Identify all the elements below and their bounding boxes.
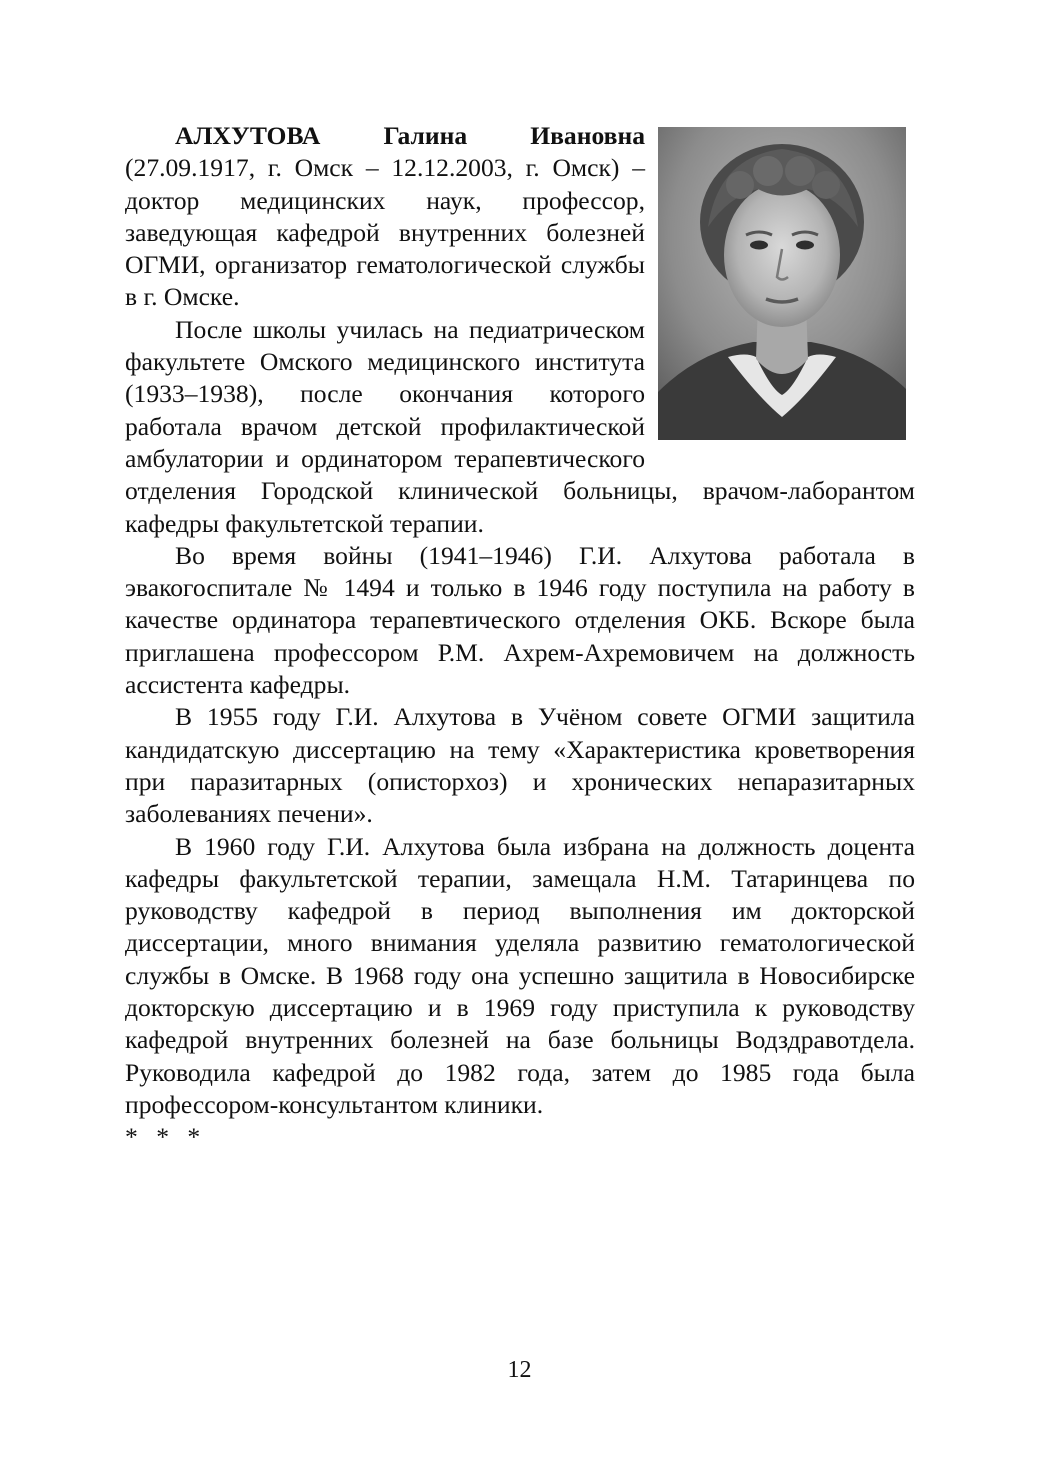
paragraph: В 1955 году Г.И. Алхутова в Учёном совете ОГМИ защитила кандидатскую диссертацию на тему «Характеристика кроветворения при паразитарных (описторхоз) и хронических непаразитарных заболеваниях печени». <box>125 702 915 829</box>
article-body <box>125 120 915 1154</box>
person-surname: АЛХУТОВА <box>175 121 321 150</box>
page-number: 12 <box>507 1357 532 1383</box>
intro-text: (27.09.1917, г. Омск – 12.12.2003, г. Омск) – доктор медицинских наук, профессор, заведующая кафедрой внутренних болезней ОГМИ, организатор гематологической службы в г. Омске. <box>125 153 645 312</box>
paragraph: После школы училась на педиатрическом факультете Омского медицинского института (1933–1938), после окончания которого работала врачом детской профилактической амбулатории и ординатором терапевтического отделения Городской клинической больницы, врачом-лаборантом кафедры факультетской терапии. <box>125 314 915 538</box>
paragraph: В 1960 году Г.И. Алхутова была избрана на должность доцента кафедры факультетской терапии, замещала Н.М. Татаринцева по руководству кафедрой в период выполнения им докторской диссертации, много внимания уделяла развитию гематологической службы в Омске. В 1968 году она успешно защитила в Новосибирске докторскую диссертацию и в 1969 году приступила к руководству кафедрой внутренних болезней на базе больницы Водздравотдела. Руководила кафедрой до 1982 года, затем до 1985 года была профессором-консультантом клиники. <box>125 831 915 1119</box>
section-separator: * * * <box>125 1122 207 1152</box>
person-given-name: Галина Ивановна <box>383 121 645 150</box>
paragraph: Во время войны (1941–1946) Г.И. Алхутова работала в эвакогоспитале № 1494 и только в 1946 году поступила на работу в качестве ординатора терапевтического отделения ОКБ. Вскоре была приглашена профессором Р.М. Ахрем-Ахремовичем на должность ассистента кафедры. <box>125 540 915 700</box>
photo-spacer <box>645 120 915 465</box>
